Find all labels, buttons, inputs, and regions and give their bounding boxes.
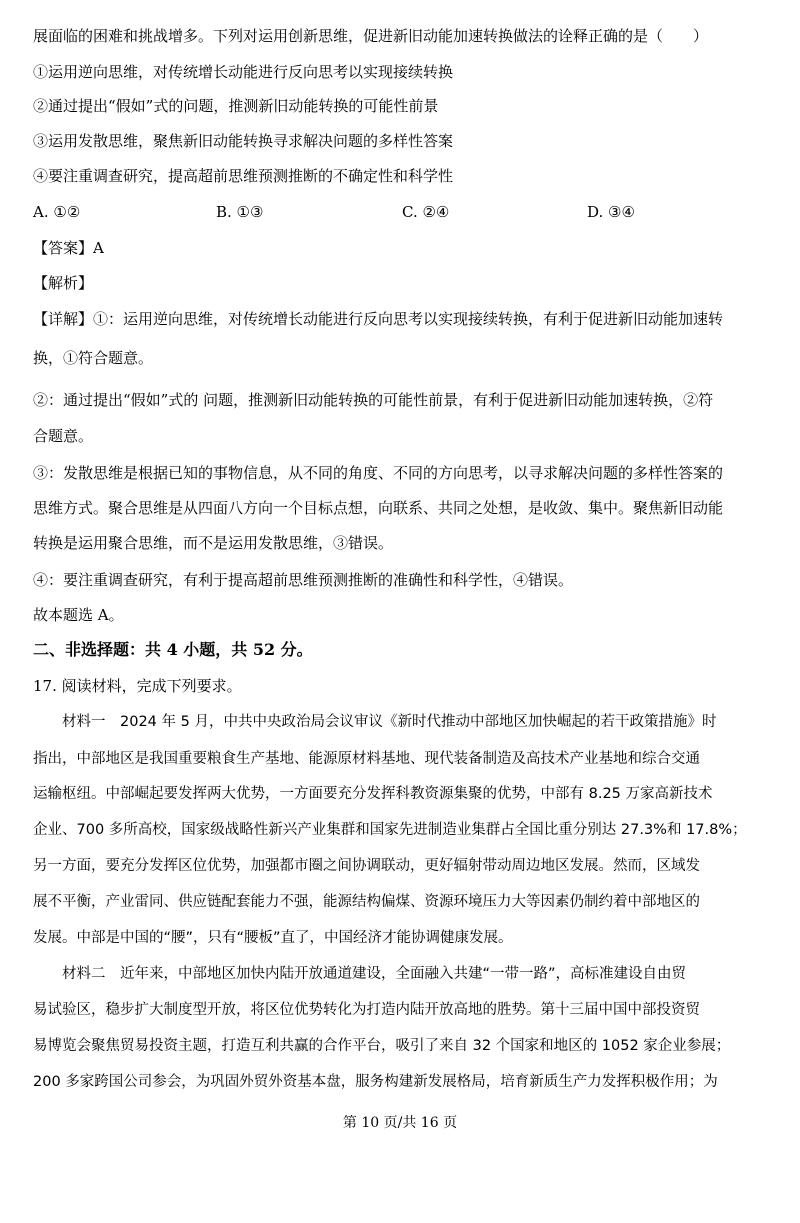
material1-line: 运输枢纽。中部崛起要发挥两大优势，一方面要充分发挥科教资源集聚的优势，中部有 8.25 万家高新技术 (33, 786, 713, 802)
material1-line: 企业、700 多所高校，国家级战略性新兴产业集群和国家先进制造业集群占全国比重分别达 27.3%和 17.8%； (33, 822, 747, 838)
page-number: 第 10 页/共 16 页 (342, 1115, 458, 1131)
material1-line: 另一方面，要充分发挥区位优势，加强都市圈之间协调联动，更好辐射带动周边地区发展。然而，区域发 (33, 858, 700, 874)
option-d: D. ③④ (587, 203, 635, 221)
material2-line: 易博览会聚焦贸易投资主题，打造互利共赢的合作平台，吸引了来自 32 个国家和地区的 1052 家企业参展； (33, 1038, 731, 1054)
detail-line: ④：要注重调查研究，有利于提高超前思维预测推断的准确性和科学性，④错误。 (33, 571, 574, 589)
analysis-label: 【解析】 (33, 274, 94, 292)
material1-line: 展不平衡，产业雷同、供应链配套能力不强，能源结构偏煤、资源环境压力大等因素仍制约着中部地区的 (33, 894, 700, 910)
option-a: A. ①② (33, 203, 81, 221)
detail-line: 换，①符合题意。 (33, 349, 154, 367)
option-b: B. ①③ (216, 203, 264, 221)
statement-3: ③运用发散思维，聚焦新旧动能转换寻求解决问题的多样性答案 (33, 132, 454, 150)
material2-line: 易试验区，稳步扩大制度型开放，将区位优势转化为打造内陆开放高地的胜势。第十三届中国中部投资贸 (33, 1002, 700, 1018)
detail-line: 思维方式。聚合思维是从四面八方向一个目标点想，向联系、共同之处想，是收敛、集中。聚焦新旧动能 (33, 499, 724, 517)
section-heading: 二、非选择题：共 4 小题，共 52 分。 (33, 640, 313, 659)
detail-line: ③：发散思维是根据已知的事物信息，从不同的角度、不同的方向思考，以寻求解决问题的多样性答案的 (33, 464, 724, 482)
question17-prompt: 17. 阅读材料，完成下列要求。 (33, 677, 242, 695)
detail-line: ②：通过提出“假如”式的 问题，推测新旧动能转换的可能性前景，有利于促进新旧动能加速转换，②符 (33, 391, 714, 409)
detail-line: 故本题选 A。 (33, 606, 124, 624)
statement-1: ①运用逆向思维，对传统增长动能进行反向思考以实现接续转换 (33, 63, 454, 81)
material2-line: 材料二 近年来，中部地区加快内陆开放通道建设，全面融入共建“一带一路”，高标准建设自由贸 (62, 966, 687, 982)
material1-line: 材料一 2024 年 5 月，中共中央政治局会议审议《新时代推动中部地区加快崛起的若干政策措施》时 (62, 714, 717, 730)
detail-line: 转换是运用聚合思维，而不是运用发散思维，③错误。 (33, 534, 394, 552)
detail-line: 合题意。 (33, 427, 94, 445)
material1-line: 指出，中部地区是我国重要粮食生产基地、能源原材料基地、现代装备制造及高技术产业基地和综合交通 (33, 751, 700, 767)
question16-stem: 展面临的困难和挑战增多。下列对运用创新思维，促进新旧动能加速转换做法的诠释正确的是（ ） (33, 27, 709, 45)
material1-line: 发展。中部是中国的“腰”，只有“腰板”直了，中国经济才能协调健康发展。 (33, 930, 513, 946)
material2-line: 200 多家跨国公司参会，为巩固外贸外资基本盘，服务构建新发展格局，培育新质生产力发挥积极作用；为 (33, 1074, 718, 1090)
option-c: C. ②④ (402, 203, 450, 221)
detail-line: 【详解】①：运用逆向思维，对传统增长动能进行反向思考以实现接续转换，有利于促进新旧动能加速转 (33, 310, 724, 328)
answer-label: 【答案】A (33, 239, 104, 257)
statement-4: ④要注重调查研究，提高超前思维预测推断的不确定性和科学性 (33, 167, 454, 185)
statement-2: ②通过提出“假如”式的问题，推测新旧动能转换的可能性前景 (33, 97, 439, 115)
